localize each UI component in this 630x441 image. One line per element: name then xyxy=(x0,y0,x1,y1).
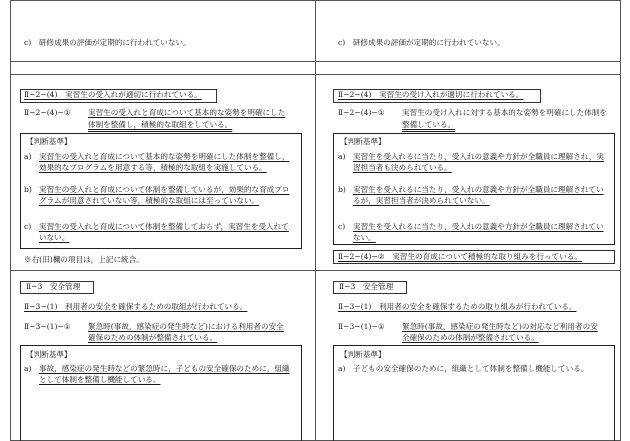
row-divider-1 xyxy=(10,61,621,62)
left-s1-sub-no: Ⅱ−2−(4)−① xyxy=(24,108,71,117)
left-s2-a-label: a) xyxy=(24,364,32,373)
left-s1-c-label: c) xyxy=(24,222,32,231)
right-s2-1-1-no: Ⅱ−3−(1)−① xyxy=(338,322,385,331)
right-s1-b-text: 実習生を受入れるに当たり，受入れの意義や方針が全職員に理解されているが，実習担当者が決められていない。 xyxy=(353,185,604,205)
left-s1-a-label: a) xyxy=(24,152,32,161)
row-divider-3 xyxy=(10,270,621,271)
left-s1-b-text: 実習生の受入れと育成について体制を整備しているが，効果的な育成プログラムが用意されていない等，積極的な取組には至っていない。 xyxy=(39,185,290,205)
right-top-item: c) 研修成果の評価が定期的に行われていない。 xyxy=(338,38,505,47)
left-s1-heading: Ⅱ−2−(4) 実習生の受入れが適切に行われている。 xyxy=(24,90,202,99)
right-s1-a-text: 実習生を受入れるに当たり，受入れの意義や方針が全職員に理解され，実習担当者も決められている。 xyxy=(353,152,605,172)
left-s2-a-text: 事故，感染症の発生時などの緊急時に，子どもの安全確保のために，組織として体制を整備し機能している。 xyxy=(39,364,290,384)
left-s1-b-label: b) xyxy=(24,185,32,194)
right-s1-c-text: 実習生を受入れるに当たり，受入れの意義や方針が全職員に理解されていない。 xyxy=(353,222,604,242)
right-s2-heading: Ⅱ−3 安全管理 xyxy=(339,282,394,291)
left-s2-1-1-line1: 緊急時(事故，感染症の発生時など)における利用者の安全 xyxy=(88,322,284,331)
left-s2-1-1-line2: 確保のための体制が整備されている。 xyxy=(88,333,218,342)
right-s1-a-label: a) xyxy=(338,152,346,161)
left-note: ※右(旧)欄の項目は，上記に統合。 xyxy=(24,255,144,264)
right-s1-sub-no: Ⅱ−2−(4)−① xyxy=(338,108,385,117)
right-s1-sub-line1: 実習生の受け入れに対する基本的な姿勢を明確にした体制を xyxy=(402,108,608,117)
row-divider-2 xyxy=(10,74,621,75)
left-s2-1-1-no: Ⅱ−3−(1)−① xyxy=(24,322,71,331)
left-s2-heading: Ⅱ−3 安全管理 xyxy=(26,282,81,291)
right-s1-sub2: Ⅱ−2−(4)−② 実習生の育成について積極的な取り組みを行っている。 xyxy=(338,252,582,261)
right-criteria2-title: 【判断基準】 xyxy=(340,350,386,359)
right-s1-c-label: c) xyxy=(338,222,346,231)
left-s2-1: Ⅱ−3−(1) 利用者の安全を確保するための取組が行われている。 xyxy=(24,302,248,311)
left-top-item: c) 研修成果の評価が定期的に行われていない。 xyxy=(24,38,191,47)
column-divider xyxy=(315,0,316,441)
right-s2-1: Ⅱ−3−(1) 利用者の安全を確保するための取り組みが行われている。 xyxy=(338,302,577,311)
right-s1-b-label: b) xyxy=(338,185,346,194)
left-s1-a-text: 実習生の受入れと育成について基本的な姿勢を明確にした体制を整備し，効果的なプログラムを用意する等，積極的な取組を実施している。 xyxy=(39,152,290,172)
right-s2-1-1-line2: 全確保のための体制が整備されている。 xyxy=(402,333,539,342)
right-s2-a-text: 子どもの安全確保のために，組織として体制を整備し機能している。 xyxy=(353,364,589,373)
left-criteria2-title: 【判断基準】 xyxy=(26,350,72,359)
right-s2-1-1-line1: 緊急時(事故，感染症の発生時など)の対応など利用者の安 xyxy=(402,322,598,331)
left-s1-sub-line1: 実習生の受入れと育成について基本的な姿勢を明確にした xyxy=(88,108,286,117)
right-criteria-title: 【判断基準】 xyxy=(340,137,386,146)
right-s1-heading: Ⅱ−2−(4) 実習生の受け入れが適切に行われている。 xyxy=(338,90,524,99)
right-s1-sub-line2: 整備している。 xyxy=(402,120,456,129)
right-s2-a-label: a) xyxy=(338,364,346,373)
left-s1-c-text: 実習生の受入れと育成について体制を整備しておらず，実習生を受入れていない。 xyxy=(39,222,289,242)
left-criteria-title: 【判断基準】 xyxy=(26,137,72,146)
left-s1-sub-line2: 体制を整備し，積極的な取組をしている。 xyxy=(88,120,233,129)
